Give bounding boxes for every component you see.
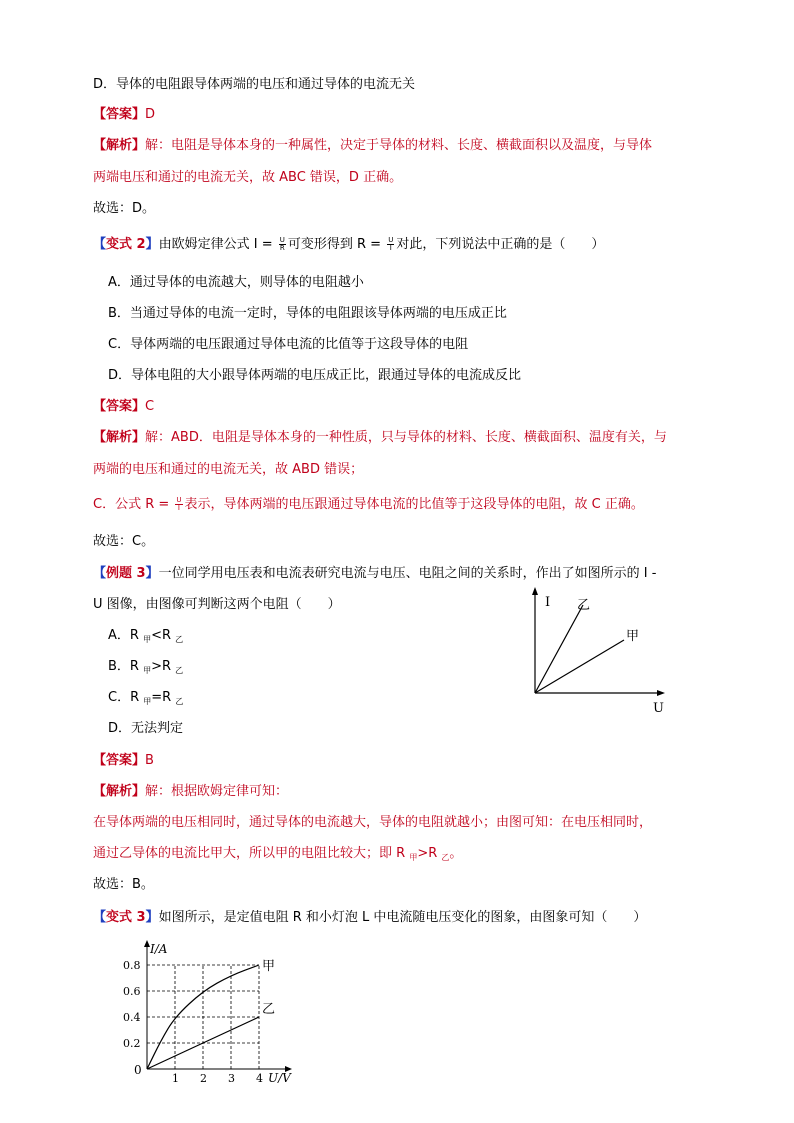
liti3-analysis-line2: 在导体两端的电压相同时，通过导体的电流越大，导体的电阻就越小；由图可知：在电压相同时， bbox=[93, 815, 653, 830]
fraction-denominator: I bbox=[389, 244, 392, 252]
answer-tag: 【答案】 bbox=[93, 107, 146, 122]
option-text: <R bbox=[151, 628, 176, 643]
fraction-denominator: R bbox=[279, 244, 285, 252]
u-axis-label: U bbox=[653, 701, 664, 715]
q1-choose: 故选：D。 bbox=[93, 201, 156, 216]
stem-text: 对此，下列说法中正确的是（ ） bbox=[396, 237, 605, 252]
analysis-text: C．公式 R = bbox=[93, 497, 174, 512]
answer-tag: 【答案】 bbox=[93, 753, 146, 768]
fraction-denominator: I bbox=[177, 504, 180, 512]
bianshi2-stem bbox=[93, 236, 604, 254]
liti3-stem-line2: U 图像，由图像可判断这两个电阻（ ） bbox=[93, 597, 341, 612]
tag-bracket-open: 【 bbox=[93, 566, 107, 581]
subscript: 甲 bbox=[143, 635, 152, 644]
answer-value: C bbox=[145, 399, 155, 414]
bianshi3-stem bbox=[93, 909, 646, 927]
answer-value: B bbox=[145, 753, 154, 768]
i-axis-arrow bbox=[532, 587, 538, 595]
tag-bracket-open: 【 bbox=[93, 237, 107, 252]
stem-text: 可变形得到 R = bbox=[287, 237, 386, 252]
fraction-numerator: U bbox=[388, 236, 394, 244]
liti3-option-b bbox=[108, 658, 183, 680]
analysis-tag: 【解析】 bbox=[93, 784, 146, 799]
bianshi2-analysis-line1 bbox=[93, 429, 667, 447]
section-tag: 变式 3 bbox=[106, 910, 146, 925]
u-axis-arrow bbox=[657, 690, 665, 696]
subscript: 乙 bbox=[441, 853, 450, 862]
y-tick-label: 0.8 bbox=[123, 959, 141, 972]
liti3-analysis-line3 bbox=[93, 845, 462, 867]
origin-label: 0 bbox=[134, 1063, 142, 1077]
subscript: 乙 bbox=[175, 697, 184, 706]
liti3-stem-line1 bbox=[93, 565, 656, 583]
liti3-choose: 故选：B。 bbox=[93, 877, 154, 892]
q1-answer-line bbox=[93, 106, 155, 124]
analysis-text: >R bbox=[417, 846, 442, 861]
subscript: 甲 bbox=[409, 853, 418, 862]
fraction-u-over-r bbox=[279, 237, 286, 252]
i-axis-label: I bbox=[545, 595, 551, 610]
bianshi2-option-c: C．导体两端的电压跟通过导体电流的比值等于这段导体的电阻 bbox=[108, 337, 469, 352]
subscript: 甲 bbox=[143, 666, 152, 675]
series-label-jia: 甲 bbox=[262, 959, 276, 974]
stem-text: 由欧姆定律公式 I = bbox=[158, 237, 277, 252]
x-tick-label: 2 bbox=[200, 1072, 207, 1085]
tag-bracket-open: 【 bbox=[93, 910, 107, 925]
answer-tag: 【答案】 bbox=[93, 399, 146, 414]
tag-bracket-close: 】 bbox=[145, 237, 159, 252]
analysis-text: 表示，导体两端的电压跟通过导体电流的比值等于这段导体的电阻，故 C 正确。 bbox=[184, 497, 644, 512]
analysis-text: 解：电阻是导体本身的一种属性，决定于导体的材料、长度、横截面积以及温度，与导体 bbox=[145, 138, 653, 153]
x-axis-label: U/V bbox=[268, 1071, 291, 1085]
analysis-text: 通过乙导体的电流比甲大，所以甲的电阻比较大；即 R bbox=[93, 846, 410, 861]
option-text: A．R bbox=[108, 628, 144, 643]
y-axis-label: I/A bbox=[150, 942, 168, 956]
bianshi2-option-b: B．当通过导体的电流一定时，导体的电阻跟该导体两端的电压成正比 bbox=[108, 306, 507, 321]
analysis-text: 解：根据欧姆定律可知： bbox=[145, 784, 289, 799]
liti3-answer-line bbox=[93, 752, 154, 770]
line-yi-label: 乙 bbox=[577, 598, 591, 613]
bianshi2-option-a: A．通过导体的电流越大，则导体的电阻越小 bbox=[108, 275, 364, 290]
line-jia-label: 甲 bbox=[626, 629, 640, 644]
line-yi bbox=[535, 605, 583, 693]
stem-text: 一位同学用电压表和电流表研究电流与电压、电阻之间的关系时，作出了如图所示的 I - bbox=[158, 566, 657, 581]
tag-bracket-close: 】 bbox=[145, 910, 159, 925]
option-text: C．R bbox=[108, 690, 144, 705]
liti3-option-c bbox=[108, 689, 183, 711]
liti3-analysis-line1 bbox=[93, 783, 288, 801]
analysis-tag: 【解析】 bbox=[93, 138, 146, 153]
fraction-u-over-i bbox=[175, 497, 182, 512]
analysis-text: 解：ABD．电阻是导体本身的一种性质，只与导体的材料、长度、横截面积、温度有关，与 bbox=[145, 430, 667, 445]
iu-chart bbox=[120, 935, 305, 1085]
subscript: 乙 bbox=[175, 666, 184, 675]
x-tick-label: 3 bbox=[228, 1072, 235, 1085]
tag-bracket-close: 】 bbox=[145, 566, 159, 581]
fraction-u-over-i bbox=[387, 237, 394, 252]
q1-analysis-line1 bbox=[93, 137, 652, 155]
subscript: 甲 bbox=[143, 697, 152, 706]
bianshi2-answer-line bbox=[93, 398, 154, 416]
liti3-option-a bbox=[108, 627, 183, 649]
x-tick-label: 4 bbox=[256, 1072, 263, 1085]
stem-text: 如图所示，是定值电阻 R 和小灯泡 L 中电流随电压变化的图象，由图象可知（ ） bbox=[158, 910, 647, 925]
line-jia bbox=[535, 640, 624, 693]
chart-ticks bbox=[123, 959, 263, 1085]
bianshi2-option-d: D．导体电阻的大小跟导体两端的电压成正比，跟通过导体的电流成反比 bbox=[108, 368, 522, 383]
option-text: >R bbox=[151, 659, 176, 674]
q1-option-d: D．导体的电阻跟导体两端的电压和通过导体的电流无关 bbox=[93, 77, 416, 92]
fraction-numerator: U bbox=[279, 236, 285, 244]
y-tick-label: 0.4 bbox=[123, 1011, 141, 1024]
liti3-option-d: D．无法判定 bbox=[108, 721, 184, 736]
y-tick-label: 0.2 bbox=[123, 1037, 141, 1050]
bianshi2-choose: 故选：C。 bbox=[93, 534, 155, 549]
analysis-tag: 【解析】 bbox=[93, 430, 146, 445]
series-label-yi: 乙 bbox=[262, 1002, 276, 1017]
iu-diagram bbox=[525, 585, 675, 715]
analysis-text: 。 bbox=[449, 846, 463, 861]
option-text: B．R bbox=[108, 659, 144, 674]
x-tick-label: 1 bbox=[172, 1072, 179, 1085]
subscript: 乙 bbox=[175, 635, 184, 644]
answer-value: D bbox=[145, 107, 156, 122]
bianshi2-analysis-line3 bbox=[93, 496, 644, 514]
fraction-numerator: U bbox=[176, 496, 182, 504]
section-tag: 变式 2 bbox=[106, 237, 146, 252]
option-text: =R bbox=[151, 690, 176, 705]
y-tick-label: 0.6 bbox=[123, 985, 141, 998]
bianshi2-analysis-line2: 两端的电压和通过的电流无关，故 ABD 错误； bbox=[93, 462, 364, 477]
q1-analysis-line2: 两端电压和通过的电流无关，故 ABC 错误，D 正确。 bbox=[93, 170, 403, 185]
section-tag: 例题 3 bbox=[106, 566, 146, 581]
chart-grid bbox=[147, 965, 259, 1069]
